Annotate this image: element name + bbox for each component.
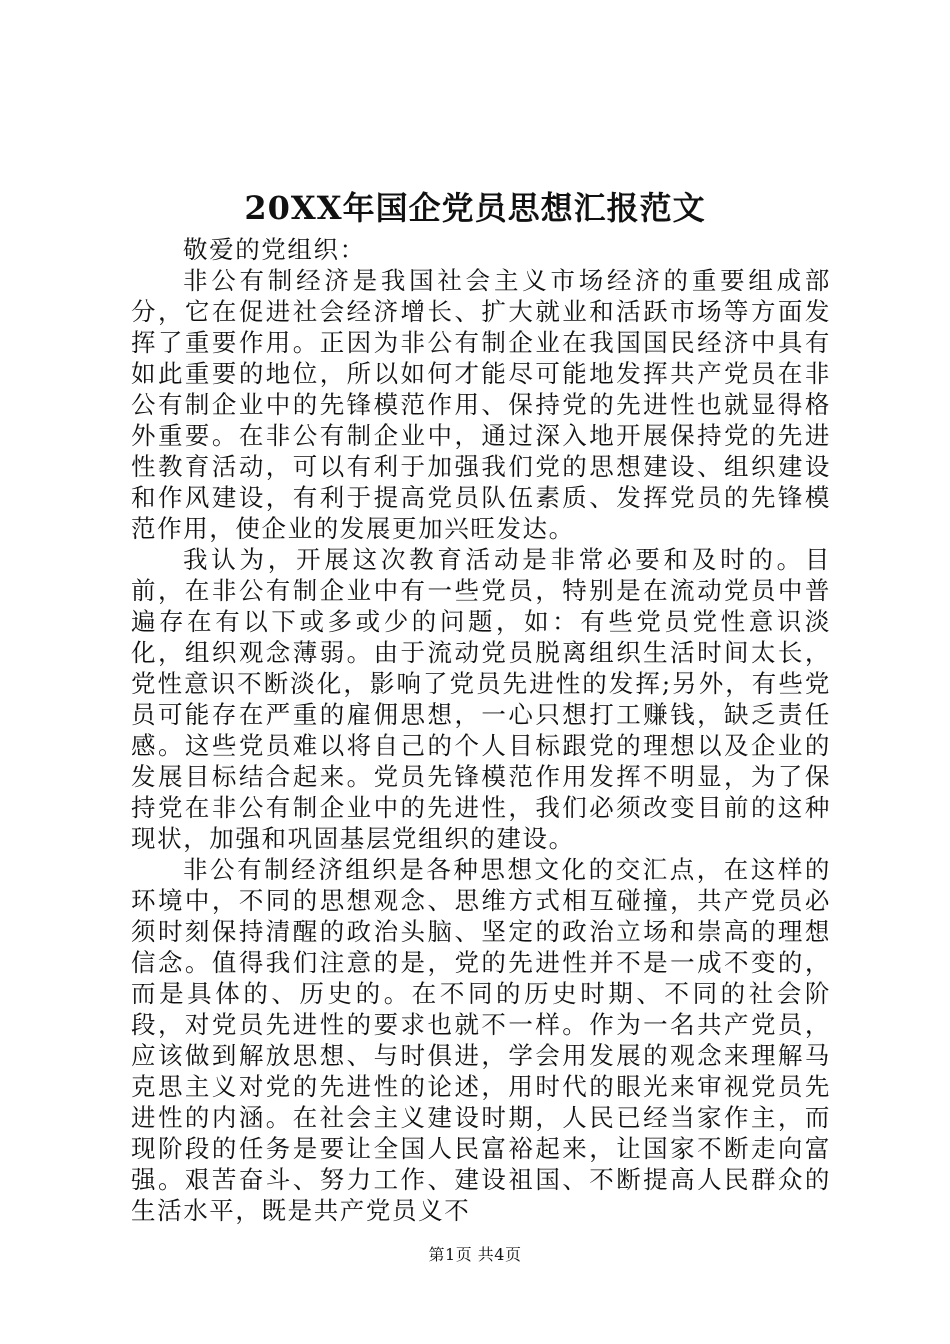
paragraph-3: 非公有制经济组织是各种思想文化的交汇点，在这样的环境中，不同的思想观念、思维方式相互碰撞，共产党员必须时刻保持清醒的政治头脑、坚定的政治立场和崇高的理想信念。值得我们注意的是，党的先进性并不是一成不变的，而是具体的、历史的。在不同的历史时期、不同的社会阶段，对党员先进性的要求也就不一样。作为一名共产党员，应该做到解放思想、与时俱进，学会用发展的观念来理解马克思主义对党的先进性的论述，用时代的眼光来审视党员先进性的内涵。在社会主义建设时期，人民已经当家作主，而现阶段的任务是要让全国人民富裕起来，让国家不断走向富强。艰苦奋斗、努力工作、建设祖国、不断提高人民群众的生活水平，既是共产党员义不 (131, 855, 831, 1225)
salutation: 敬爱的党组织： (183, 235, 366, 264)
page-number-footer: 第1页 共4页 (428, 1245, 522, 1264)
paragraph-1: 非公有制经济是我国社会主义市场经济的重要组成部分，它在促进社会经济增长、扩大就业和活跃市场等方面发挥了重要作用。正因为非公有制企业在我国国民经济中具有如此重要的地位，所以如何才能尽可能地发挥共产党员在非公有制企业中的先锋模范作用、保持党的先进性也就显得格外重要。在非公有制企业中，通过深入地开展保持党的先进性教育活动，可以有利于加强我们党的思想建设、组织建设和作风建设，有利于提高党员队伍素质、发挥党员的先锋模范作用，使企业的发展更加兴旺发达。 (131, 266, 831, 543)
document-title: 20XX年国企党员思想汇报范文 (244, 189, 706, 227)
document-body (131, 234, 831, 1226)
paragraph-2: 我认为，开展这次教育活动是非常必要和及时的。目前，在非公有制企业中有一些党员，特别是在流动党员中普遍存在有以下或多或少的问题，如：有些党员党性意识淡化，组织观念薄弱。由于流动党员脱离组织生活时间太长，党性意识不断淡化，影响了党员先进性的发挥;另外，有些党员可能存在严重的雇佣思想，一心只想打工赚钱，缺乏责任感。这些党员难以将自己的个人目标跟党的理想以及企业的发展目标结合起来。党员先锋模范作用发挥不明显，为了保持党在非公有制企业中的先进性，我们必须改变目前的这种现状，加强和巩固基层党组织的建设。 (131, 545, 831, 853)
